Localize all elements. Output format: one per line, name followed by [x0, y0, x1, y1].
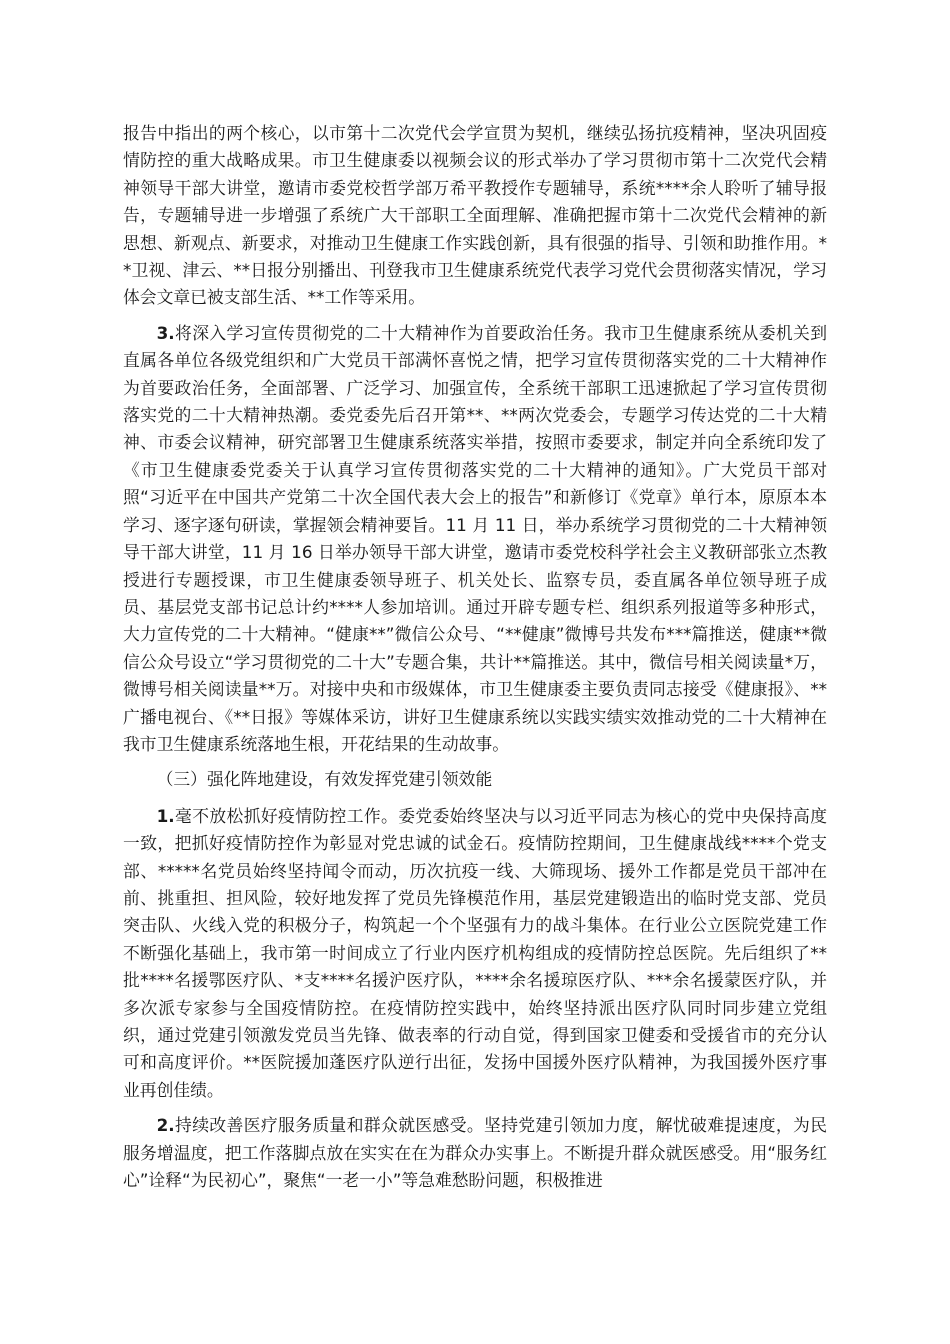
- paragraph-twentieth-congress-study: [123, 320, 827, 759]
- paragraph-text: 将深入学习宣传贯彻党的二十大精神作为首要政治任务。我市卫生健康系统从委机关到直属各单位各级党组织和广大党员干部满怀喜悦之情，把学习宣传贯彻落实党的二十大精神作为首要政治任务，全面部署、广泛学习、加强宣传，全系统干部职工迅速掀起了学习宣传贯彻落实党的二十大精神热潮。委党委先后召开第**、**两次党委会，专题学习传达党的二十大精神、市委会议精神，研究部署卫生健康系统落实举措，按照市委要求，制定并向全系统印发了《市卫生健康委党委关于认真学习宣传贯彻落实党的二十大精神的通知》。广大党员干部对照“习近平在中国共产党第二十次全国代表大会上的报告”和新修订《党章》单行本，原原本本学习、逐字逐句研读，掌握领会精神要旨。11 月 11 日，举办系统学习贯彻党的二十大精神领导干部大讲堂，11 月 16 日举办领导干部大讲堂，邀请市委党校科学社会主义教研部张立杰教授进行专题授课，市卫生健康委领导班子、机关处长、监察专员，委直属各单位领导班子成员、基层党支部书记总计约****人参加培训。通过开辟专题专栏、组织系列报道等多种形式，大力宣传党的二十大精神。“健康**”微信公众号、“**健康”微博号共发布***篇推送，健康**微信公众号设立“学习贯彻党的二十大”专题合集，共计**篇推送。其中，微信号相关阅读量*万，微博号相关阅读量**万。对接中央和市级媒体，市卫生健康委主要负责同志接受《健康报》、**广播电视台、《**日报》等媒体采访，讲好卫生健康系统以实践实绩实效推动党的二十大精神在我市卫生健康系统落地生根，开花结果的生动故事。: [123, 322, 827, 754]
- section-heading-text: （三）强化阵地建设，有效发挥党建引领效能: [156, 769, 493, 790]
- section-heading: [123, 766, 827, 793]
- paragraph-party-congress-study: [123, 120, 827, 312]
- item-number: 3.: [156, 322, 175, 343]
- paragraph-medical-service-quality: [123, 1112, 827, 1194]
- document-page: [123, 120, 827, 1202]
- item-number: 1.: [156, 805, 175, 826]
- paragraph-epidemic-prevention: [123, 803, 827, 1104]
- paragraph-text: 毫不放松抓好疫情防控工作。委党委始终坚决与以习近平同志为核心的党中央保持高度一致，把抓好疫情防控作为彰显对党忠诚的试金石。疫情防控期间，卫生健康战线****个党支部、*****名党员始终坚持闻令而动，历次抗疫一线、大筛现场、援外工作都是党员干部冲在前、挑重担、担风险，较好地发挥了党员先锋模范作用，基层党建锻造出的临时党支部、党员突击队、火线入党的积极分子，构筑起一个个坚强有力的战斗集体。在行业公立医院党建工作不断强化基础上，我市第一时间成立了行业内医疗机构组成的疫情防控总医院。先后组织了**批****名援鄂医疗队、*支****名援沪医疗队，****余名援琼医疗队、***余名援蒙医疗队，并多次派专家参与全国疫情防控。在疫情防控实践中，始终坚持派出医疗队同时同步建立党组织，通过党建引领激发党员当先锋、做表率的行动自觉，得到国家卫健委和受援省市的充分认可和高度评价。**医院援加蓬医疗队逆行出征，发扬中国援外医疗队精神，为我国援外医疗事业再创佳绩。: [123, 805, 827, 1100]
- item-number: 2.: [156, 1115, 175, 1136]
- paragraph-text: 报告中指出的两个核心，以市第十二次党代会学宣贯为契机，继续弘扬抗疫精神，坚决巩固疫情防控的重大战略成果。市卫生健康委以视频会议的形式举办了学习贯彻市第十二次党代会精神领导干部大讲堂，邀请市委党校哲学部万希平教授作专题辅导，系统****余人聆听了辅导报告，专题辅导进一步增强了系统广大干部职工全面理解、准确把握市第十二次党代会精神的新思想、新观点、新要求，对推动卫生健康工作实践创新，具有很强的指导、引领和助推作用。**卫视、津云、**日报分别播出、刊登我市卫生健康系统党代表学习党代会贯彻落实情况，学习体会文章已被支部生活、**工作等采用。: [123, 123, 827, 308]
- paragraph-text: 持续改善医疗服务质量和群众就医感受。坚持党建引领加力度，解忧破难提速度，为民服务增温度，把工作落脚点放在实实在在为群众办实事上。不断提升群众就医感受。用“服务红心”诠释“为民初心”，聚焦“一老一小”等急难愁盼问题，积极推进: [123, 1115, 827, 1191]
